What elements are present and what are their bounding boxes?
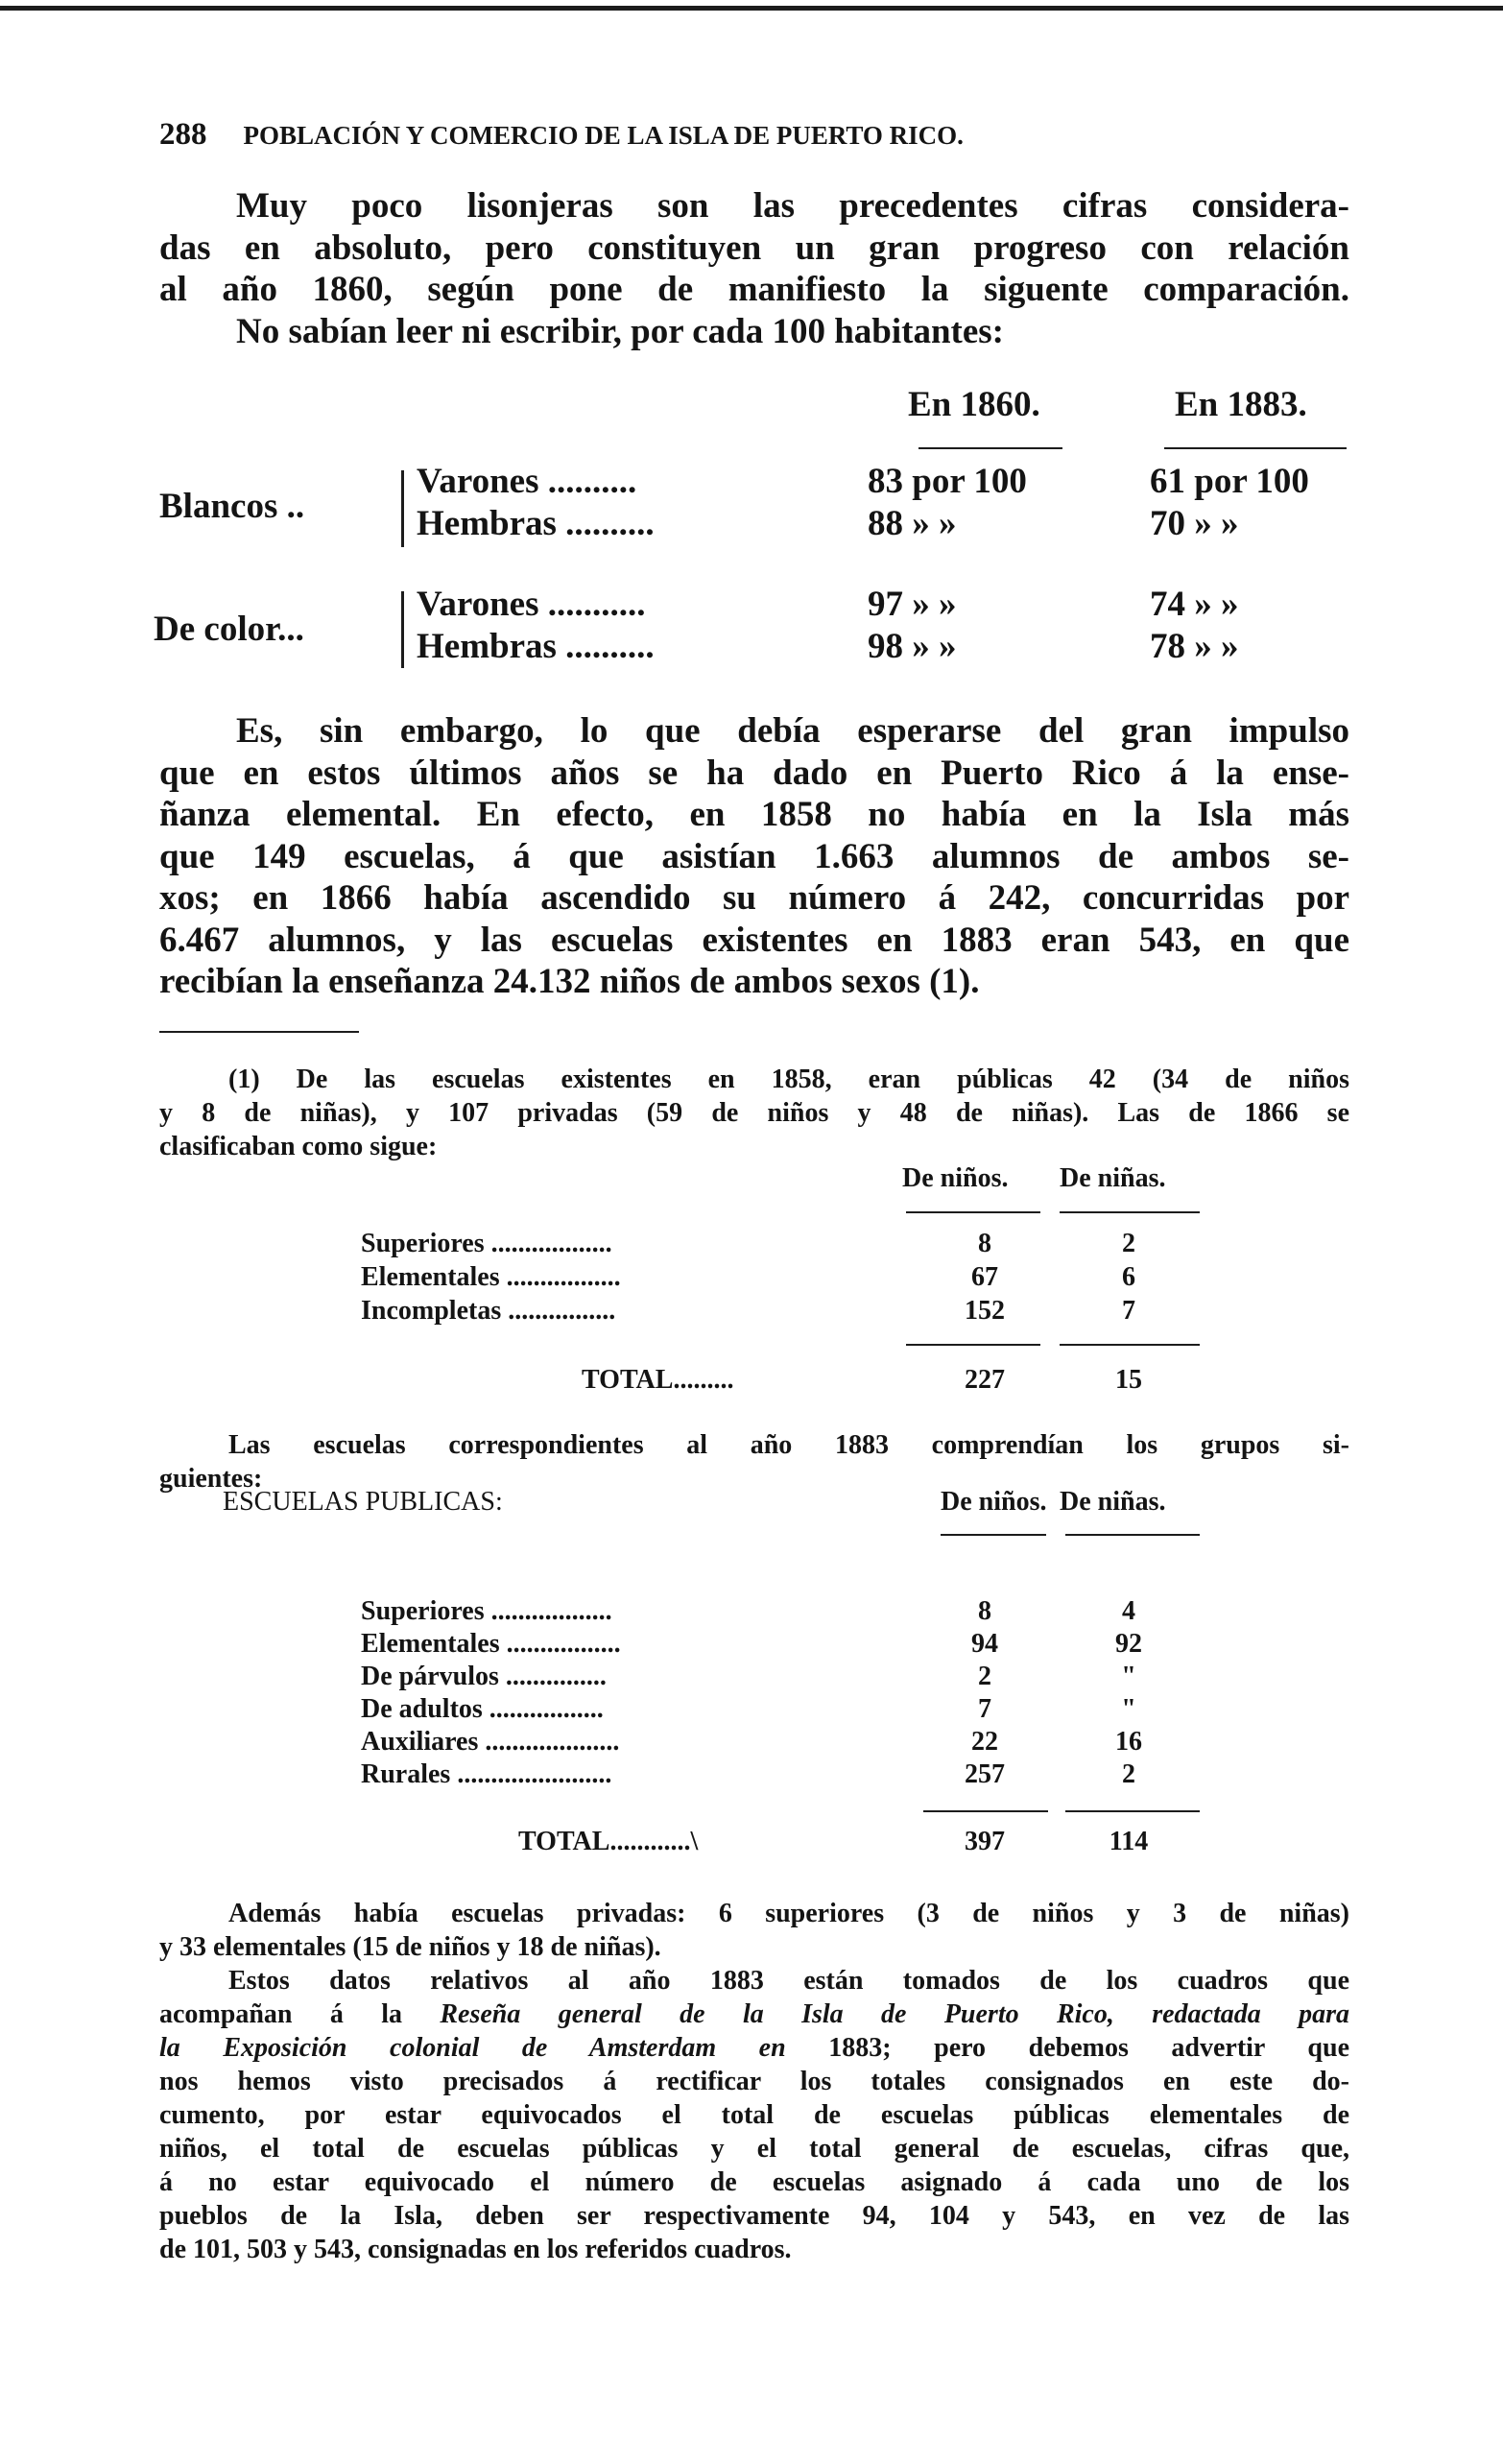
value-ninas: 4 — [1122, 1596, 1135, 1626]
footnote-line — [159, 2031, 1349, 2065]
page-number: 288 — [159, 117, 207, 152]
value-1883: 70 » » — [1150, 504, 1239, 543]
value-ninas: 92 — [1115, 1629, 1142, 1659]
table-title: ESCUELAS PUBLICAS: — [223, 1487, 503, 1517]
row-label: Hembras .......... — [417, 627, 655, 666]
footnote-line: clasificaban como sigue: — [159, 1132, 438, 1161]
total-label: TOTAL......... — [582, 1365, 734, 1395]
footnote-line: pueblos de la Isla, deben ser respectivamente 94, 104 y 543, en vez de las — [159, 2201, 1349, 2231]
running-header — [159, 117, 964, 153]
footnote-line: Estos datos relativos al año 1883 están tomados de los cuadros que — [228, 1966, 1349, 1996]
value-ninos: 2 — [978, 1662, 991, 1691]
row-label: Superiores .................. — [361, 1596, 612, 1626]
schools-paragraph — [159, 710, 1349, 1003]
footnote-line: guientes: — [159, 1464, 263, 1494]
group-label-de-color: De color... — [154, 610, 304, 649]
col-rule — [906, 1211, 1040, 1213]
col-rule — [1065, 1534, 1200, 1536]
value-ninos: 7 — [978, 1694, 991, 1724]
footnote-line: (1) De las escuelas existentes en 1858, eran públicas 42 (34 de niños — [228, 1065, 1349, 1094]
value-ninas: 2 — [1122, 1229, 1135, 1258]
value-ninas: 2 — [1122, 1759, 1135, 1789]
col-header-ninos: De niños. — [941, 1487, 1047, 1517]
row-label: Varones .......... — [417, 462, 637, 501]
paragraph-line: que en estos últimos años se ha dado en Puerto Rico á la ense- — [159, 753, 1349, 793]
total-rule — [923, 1810, 1048, 1812]
row-label: Rurales ....................... — [361, 1759, 612, 1789]
value-1883: 74 » » — [1150, 585, 1239, 624]
footnote-text: acompañan á la — [159, 1999, 441, 2029]
footnote-line: y 33 elementales (15 de niños y 18 de niñas). — [159, 1932, 661, 1962]
col-header-ninos: De niños. — [902, 1163, 1009, 1193]
value-ninos: 257 — [965, 1759, 1005, 1789]
intro-line: al año 1860, según pone de manifiesto la siguente comparación. — [159, 270, 1349, 309]
footnote-closing — [159, 1897, 1349, 2266]
total-ninos: 397 — [965, 1827, 1005, 1856]
intro-line: Muy poco lisonjeras son las precedentes cifras considera- — [236, 186, 1349, 226]
footnote-line: y 8 de niñas), y 107 privadas (59 de niños y 48 de niñas). Las de 1866 se — [159, 1098, 1349, 1128]
col-header-1860: En 1860. — [908, 385, 1040, 424]
value-1860: 83 por 100 — [868, 462, 1027, 501]
col-header-ninas: De niñas. — [1060, 1487, 1166, 1517]
paragraph-line: xos; en 1866 había ascendido su número á 242, concurridas por — [159, 878, 1349, 918]
col-rule-1883 — [1164, 447, 1347, 449]
total-label: TOTAL............\ — [518, 1827, 699, 1856]
footnote-line: cumento, por estar equivocados el total de escuelas públicas elementales de — [159, 2100, 1349, 2130]
total-ninas: 15 — [1115, 1365, 1142, 1395]
value-ninas: " — [1121, 1662, 1136, 1691]
footnote-line: Además había escuelas privadas: 6 superiores (3 de niños y 3 de niñas) — [228, 1899, 1349, 1928]
value-ninos: 8 — [978, 1596, 991, 1626]
footnote-line: niños, el total de escuelas públicas y el total general de escuelas, cifras que, — [159, 2134, 1349, 2164]
paragraph-line: que 149 escuelas, á que asistían 1.663 alumnos de ambos se- — [159, 836, 1349, 876]
total-rule — [906, 1344, 1040, 1346]
value-ninos: 8 — [978, 1229, 991, 1258]
footnote-italic-title: la Exposición colonial de Amsterdam en — [159, 2033, 786, 2063]
group-brace — [401, 470, 404, 547]
footnote-1883-intro — [159, 1428, 1349, 1495]
intro-line: das en absoluto, pero constituyen un gran progreso con relación — [159, 227, 1349, 268]
paragraph-line: 6.467 alumnos, y las escuelas existentes en 1883 eran 543, en que — [159, 920, 1349, 960]
paragraph-line: Es, sin embargo, lo que debía esperarse del gran impulso — [236, 711, 1349, 751]
footnote-separator — [159, 1031, 359, 1033]
group-label-blancos: Blancos .. — [159, 487, 305, 526]
value-1860: 97 » » — [868, 585, 957, 624]
intro-lead-line: No sabían leer ni escribir, por cada 100 habitantes: — [236, 311, 1004, 351]
footnote-line: nos hemos visto precisados á rectificar los totales consignados en este do- — [159, 2067, 1349, 2096]
col-header-1883: En 1883. — [1175, 385, 1307, 424]
row-label: Elementales ................. — [361, 1262, 621, 1292]
col-rule — [941, 1534, 1046, 1536]
total-ninos: 227 — [965, 1365, 1005, 1395]
running-title: POBLACIÓN Y COMERCIO DE LA ISLA DE PUERTO RICO. — [243, 121, 964, 150]
value-ninos: 94 — [971, 1629, 998, 1659]
value-ninos: 67 — [971, 1262, 998, 1292]
value-1860: 98 » » — [868, 627, 957, 666]
footnote-line: á no estar equivocado el número de escuelas asignado á cada uno de los — [159, 2167, 1349, 2197]
footnote-text: 1883; pero debemos advertir que — [785, 2033, 1349, 2063]
value-ninos: 22 — [971, 1727, 998, 1757]
value-ninos: 152 — [965, 1296, 1005, 1326]
intro-paragraph — [159, 185, 1349, 352]
row-label: Elementales ................. — [361, 1629, 621, 1659]
footnote-line: Las escuelas correspondientes al año 1883 comprendían los grupos si- — [228, 1430, 1349, 1460]
value-ninas: " — [1121, 1694, 1136, 1724]
footnote-opening — [159, 1063, 1349, 1163]
top-border-rule — [0, 6, 1503, 11]
value-ninas: 16 — [1115, 1727, 1142, 1757]
footnote-line: de 101, 503 y 543, consignadas en los referidos cuadros. — [159, 2235, 792, 2264]
paragraph-line: ñanza elemental. En efecto, en 1858 no había en la Isla más — [159, 795, 1349, 834]
col-rule-1860 — [918, 447, 1062, 449]
value-1883: 61 por 100 — [1150, 462, 1309, 501]
value-1883: 78 » » — [1150, 627, 1239, 666]
row-label: Hembras .......... — [417, 504, 655, 543]
col-rule — [1060, 1211, 1200, 1213]
group-brace — [401, 591, 404, 668]
total-ninas: 114 — [1109, 1827, 1149, 1856]
row-label: De adultos ................. — [361, 1694, 604, 1724]
footnote-italic-title: Reseña general de la Isla de Puerto Rico, redactada para — [440, 1999, 1350, 2029]
paragraph-line: recibían la enseñanza 24.132 niños de ambos sexos (1). — [159, 962, 980, 1001]
row-label: Incompletas ................ — [361, 1296, 616, 1326]
value-ninas: 6 — [1122, 1262, 1135, 1292]
total-rule — [1065, 1810, 1200, 1812]
row-label: De párvulos ............... — [361, 1662, 607, 1691]
total-rule — [1060, 1344, 1200, 1346]
value-ninas: 7 — [1122, 1296, 1135, 1326]
row-label: Varones ........... — [417, 585, 646, 624]
footnote-line — [159, 1998, 1349, 2031]
row-label: Superiores .................. — [361, 1229, 612, 1258]
col-header-ninas: De niñas. — [1060, 1163, 1166, 1193]
row-label: Auxiliares .................... — [361, 1727, 620, 1757]
value-1860: 88 » » — [868, 504, 957, 543]
